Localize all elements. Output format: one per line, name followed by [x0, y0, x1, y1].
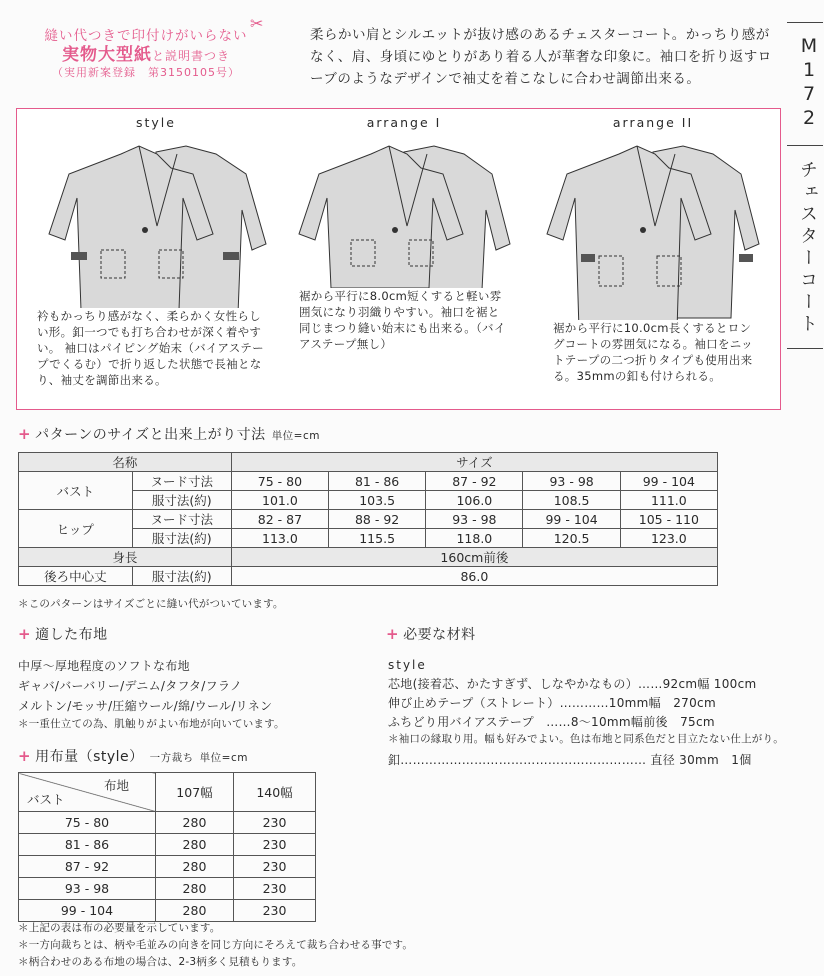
table-row: 服寸法(約) 113.0 115.5 118.0 120.5 123.0 — [19, 529, 718, 548]
table-row: 身長 160cm前後 — [19, 548, 718, 567]
fabric-line: 中厚～厚地程度のソフトな布地 — [18, 659, 190, 673]
table-row: 後ろ中心丈 服寸法(約) 86.0 — [19, 567, 718, 586]
coat-illustration — [289, 130, 519, 288]
badge-line2: 実物大型紙と説明書つき — [61, 44, 230, 65]
table-row: ヒップ ヌード寸法 82 - 87 88 - 92 93 - 98 99 - 104 105 - 110 — [19, 510, 718, 529]
fabric-list — [18, 656, 285, 732]
material-item: 伸び止めテープ（ストレート）…………10mm幅 270cm — [388, 696, 716, 710]
arrange2-title: arrange II — [612, 115, 694, 130]
side-title — [786, 22, 824, 349]
plus-icon: + — [18, 747, 32, 765]
style-title: style — [136, 115, 176, 130]
size-table — [18, 452, 718, 586]
plus-icon: + — [18, 625, 32, 643]
fabric-line: ギャバ/バーバリー/デニム/タフタ/フラノ — [18, 679, 243, 693]
pattern-badge — [26, 28, 266, 80]
material-item: 釦…………………………………………………… 直径 30mm 1個 — [388, 753, 752, 767]
plus-icon: + — [386, 625, 400, 643]
badge-line1: 縫い代つきで印付けがいらない — [44, 28, 248, 44]
pattern-name: チェスターコート — [797, 160, 818, 336]
style-desc: 衿もかっちり感がなく、柔らかく女性らしい形。釦一つでも打ち合わせが深く着やすい。 袖口はパイピング始末（バイアステープでくるむ）で折り返した状態で長袖となり、袖丈を調節出来る。 — [37, 309, 264, 387]
table-row: 布地 バスト 107幅 140幅 — [19, 773, 316, 812]
table-row: 93 - 98 280 230 — [19, 878, 316, 900]
materials-title: + 必要な材料 — [386, 625, 476, 643]
fabric-line: メルトン/モッサ/圧縮ウール/綿/ウール/リネン — [18, 699, 273, 713]
materials-list — [388, 656, 798, 770]
table-row: 名称 サイズ — [19, 453, 718, 472]
size-note: ＊このパターンはサイズごとに縫い代がついています。 — [18, 598, 284, 610]
table-row: 服寸法(約) 101.0 103.5 106.0 108.5 111.0 — [19, 491, 718, 510]
material-item: 芯地(接着芯、かたすぎず、しなやかなもの）……92cm幅 100cm — [388, 677, 757, 691]
table-row: 81 - 86 280 230 — [19, 834, 316, 856]
plus-icon: + — [18, 425, 32, 443]
scissors-icon: ✂ — [250, 14, 264, 33]
table-row: バスト ヌード寸法 75 - 80 81 - 86 87 - 92 93 - 98 99 - 104 — [19, 472, 718, 491]
size-section-title: + パターンのサイズと出来上がり寸法 単位=cm — [18, 425, 320, 443]
yardage-table — [18, 772, 316, 922]
coat-illustration — [31, 130, 281, 308]
style-box — [16, 108, 781, 410]
style-figure — [31, 115, 281, 388]
table-row: 99 - 104 280 230 — [19, 900, 316, 922]
badge-line3: （実用新案登録 第3150105号） — [52, 66, 240, 80]
arrange1-desc: 裾から平行に8.0cm短くすると軽い雰囲気になり羽織りやすい。袖口を裾と同じまつり縫い始末にも出来る。（バイアステープ無し） — [299, 289, 506, 351]
table-row: 75 - 80 280 230 — [19, 812, 316, 834]
yardage-title: + 用布量（style） 一方裁ち 単位=cm — [18, 747, 248, 765]
intro-text: 柔らかい肩とシルエットが抜け感のあるチェスターコート。かっちり感がなく、肩、身頃にゆとりがあり着る人が華奢な印象に。袖口を折り返すローブのようなデザインで袖丈を着こなしに合わせ調節出来る。 — [310, 27, 772, 87]
fabric-title: + 適した布地 — [18, 625, 108, 643]
table-row: 87 - 92 280 230 — [19, 856, 316, 878]
materials-sub: style — [388, 658, 427, 672]
fabric-note: ＊一重仕立ての為、肌触りがよい布地が向いています。 — [18, 718, 285, 730]
material-note: ＊袖口の縁取り用。幅も好みでよい。色は布地と同系色だと目立たない仕上がり。 — [388, 733, 784, 745]
arrange2-desc: 裾から平行に10.0cm長くするとロングコートの雰囲気になる。袖口をニットテープの二つ折りタイプも使用出来る。35mmの釦も付けられる。 — [553, 321, 753, 383]
arrange2-figure — [533, 115, 773, 384]
arrange1-title: arrange I — [366, 115, 442, 130]
pattern-code: M172 — [798, 35, 820, 131]
coat-illustration — [533, 130, 773, 320]
arrange1-figure — [289, 115, 519, 352]
yardage-notes: ＊上記の表は布の必要量を示しています。 ＊一方向裁ちとは、柄や毛並みの向きを同じ方向にそろえて裁ち合わせる事です。 ＊柄合わせのある布地の場合は、2-3柄多く見積もります。 — [18, 922, 414, 968]
material-item: ふちどり用バイアステープ ……8～10mm幅前後 75cm — [388, 715, 715, 729]
